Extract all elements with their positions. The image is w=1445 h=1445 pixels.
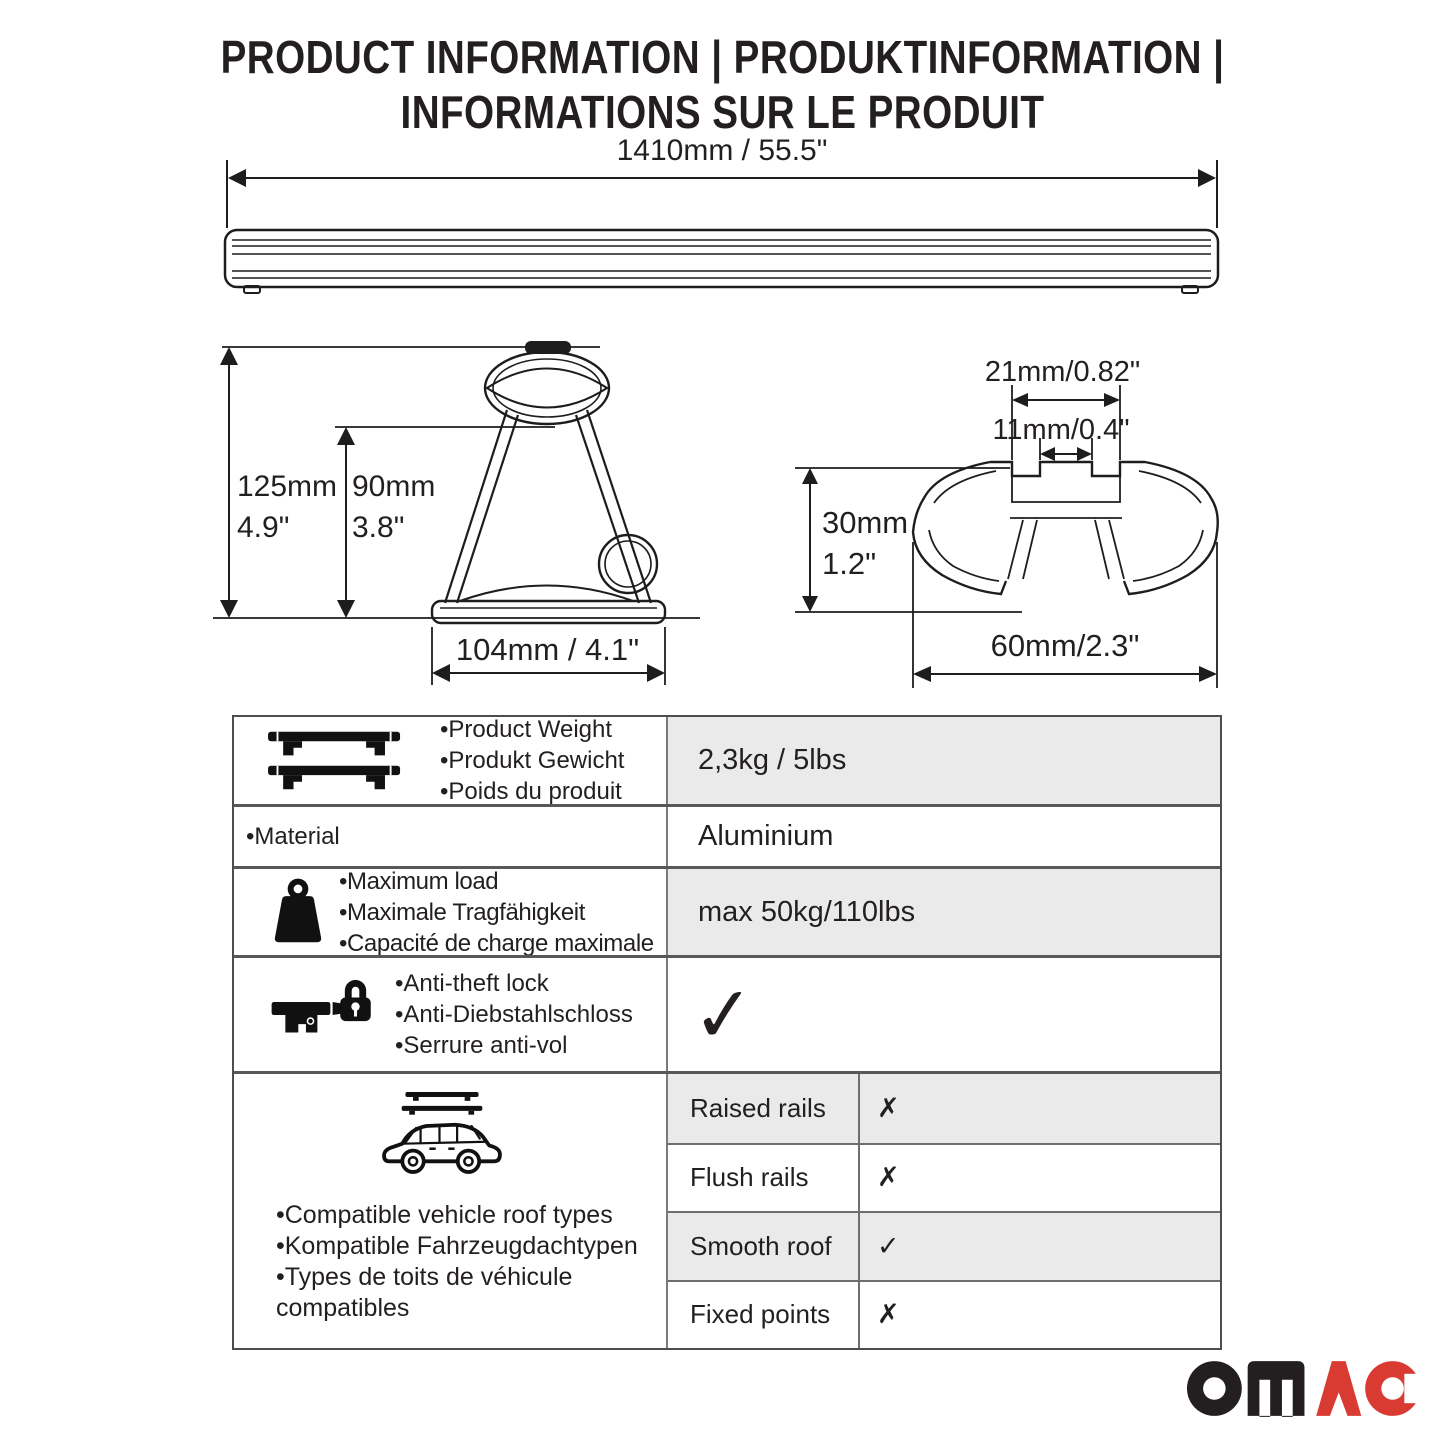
roof-rack-foot-drawing (205, 335, 705, 695)
roof-types-labels (276, 1200, 638, 1324)
smooth-roof-label: Smooth roof (690, 1230, 832, 1261)
foot-inner-height-mm: 90mm (352, 470, 436, 503)
profile-dimension-lines (795, 385, 1217, 688)
product-weight-labels (440, 714, 624, 807)
spec-table (232, 715, 1222, 1350)
page-title-line2: INFORMATIONS SUR LE PRODUIT (400, 86, 1045, 138)
label-line: compatibles (276, 1294, 410, 1322)
bar-length-dimension (227, 160, 1217, 228)
table-row-anti-theft (234, 955, 1220, 1071)
foot-height-in: 4.9" (237, 511, 290, 544)
anti-theft-lock-icon (264, 973, 386, 1057)
label-line: •Maximale Tragfähigkeit (339, 898, 585, 926)
label-line: •Product Weight (440, 716, 613, 743)
subrow-flush-rails (668, 1143, 1220, 1212)
label-line: •Anti-Diebstahlschloss (395, 1001, 633, 1028)
roof-type-subtable (668, 1074, 1220, 1348)
label-line: •Kompatible Fahrzeugdachtypen (276, 1232, 638, 1260)
label-line: •Maximum load (339, 867, 499, 895)
maximum-load-label-cell (234, 869, 668, 955)
label-line: •Types de toits de véhicule (276, 1263, 573, 1291)
profile-top-width-dimension-label: 21mm/0.82" (984, 356, 1141, 388)
page-title-line1: PRODUCT INFORMATION | PRODUKTINFORMATION | (220, 31, 1225, 83)
car-outline (384, 1125, 500, 1162)
fixed-points-mark: ✗ (858, 1282, 1220, 1349)
table-row-product-weight (234, 717, 1220, 804)
profile-height-mm: 30mm (822, 505, 909, 540)
roof-bars-icon (264, 728, 406, 794)
material-label-cell (234, 807, 668, 866)
weight-icon (266, 877, 330, 947)
foot-height-mm: 125mm (237, 470, 338, 503)
foot-dimension-lines (213, 347, 700, 618)
material-labels (246, 821, 340, 852)
car-roof-bars (402, 1092, 483, 1115)
foot-width-dimension (432, 627, 665, 685)
crossbar-side-view-drawing (220, 150, 1225, 300)
crossbar-outline (225, 230, 1218, 293)
anti-theft-label-cell (234, 958, 668, 1071)
label-line: •Material (246, 823, 340, 850)
roof-types-label-cell (234, 1074, 668, 1348)
subrow-fixed-points (668, 1280, 1220, 1349)
label-line: •Capacité de charge maximale (339, 929, 654, 957)
profile-slot-width-dimension-label: 11mm/0.4" (992, 414, 1130, 446)
foot-inner-height-in: 3.8" (352, 511, 405, 544)
omac-logo-graphic (1185, 1358, 1420, 1419)
table-row-maximum-load (234, 866, 1220, 955)
raised-rails-label: Raised rails (690, 1092, 826, 1123)
raised-rails-mark: ✗ (858, 1074, 1220, 1143)
profile-outline (913, 462, 1218, 594)
crossbar-profile-drawing (780, 350, 1245, 698)
subrow-raised-rails (668, 1074, 1220, 1143)
label-line: •Anti-theft lock (395, 970, 549, 997)
page-title (116, 30, 1330, 140)
product-weight-value: 2,3kg / 5lbs (668, 717, 1220, 804)
foot-outline (432, 341, 665, 623)
maximum-load-value: max 50kg/110lbs (668, 869, 1220, 955)
label-line: •Compatible vehicle roof types (276, 1201, 613, 1229)
foot-width-dimension-label: 104mm / 4.1" (455, 632, 640, 667)
table-row-material (234, 804, 1220, 866)
label-line: •Poids du produit (440, 778, 622, 805)
table-row-roof-types (234, 1071, 1220, 1348)
profile-height-in: 1.2" (822, 546, 877, 581)
maximum-load-labels (339, 866, 654, 959)
profile-width-dimension-label: 60mm/2.3" (990, 628, 1140, 663)
fixed-points-label: Fixed points (690, 1299, 831, 1330)
flush-rails-mark: ✗ (858, 1145, 1220, 1212)
label-line: •Serrure anti-vol (395, 1032, 568, 1059)
subrow-smooth-roof (668, 1211, 1220, 1280)
bar-length-dimension-label: 1410mm / 55.5" (616, 134, 828, 167)
anti-theft-value-cell (668, 958, 1220, 1071)
label-line: •Produkt Gewicht (440, 747, 625, 774)
car-roof-rack-icon (379, 1090, 505, 1186)
product-weight-label-cell (234, 717, 668, 804)
anti-theft-labels (395, 968, 633, 1061)
check-mark: ✓ (688, 967, 759, 1061)
smooth-roof-mark: ✓ (858, 1213, 1220, 1280)
omac-logo (1185, 1358, 1420, 1424)
flush-rails-label: Flush rails (690, 1162, 809, 1193)
material-value: Aluminium (698, 820, 834, 852)
